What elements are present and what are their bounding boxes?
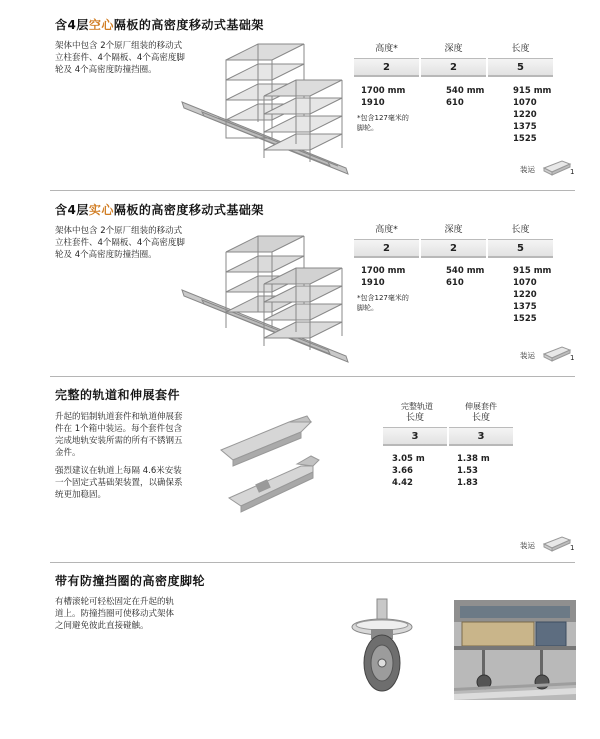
section1-depth-list: 540 mm 610 bbox=[446, 86, 485, 108]
section1-ship-count: 1 bbox=[570, 168, 575, 176]
section2-ship-label: 装运 bbox=[520, 351, 535, 360]
rail-extension-lengths: 1.38 m 1.53 1.83 bbox=[457, 454, 490, 488]
caster-description: 有槽滚轮可轻松固定在升起的轨道上。防撞挡圈可使移动式架体之间避免彼此直接碰触。 bbox=[55, 597, 175, 631]
section2-caster-note: *包含127毫米的脚轮。 bbox=[357, 294, 409, 312]
section2-spec-table bbox=[354, 221, 553, 258]
box-icon bbox=[542, 158, 575, 176]
section2-height-list: 1700 mm 1910 bbox=[361, 266, 406, 288]
section2-description: 架体中包含 2个原厂组装的移动式立柱套件、4个隔板、4个高密度脚轮及 4个高密度防撞挡圈。 bbox=[55, 226, 185, 260]
divider bbox=[50, 376, 575, 377]
divider bbox=[50, 190, 575, 191]
section2-depth-list: 540 mm 610 bbox=[446, 266, 485, 288]
rail-kit-illustration bbox=[215, 410, 330, 515]
rail-ship-label: 装运 bbox=[520, 541, 535, 550]
header-length: 长度 bbox=[488, 40, 553, 59]
value-length: 5 bbox=[488, 59, 553, 77]
header-height: 高度* bbox=[354, 221, 419, 240]
header-length: 长度 bbox=[488, 221, 553, 240]
box-icon bbox=[542, 534, 575, 552]
rail-full-lengths: 3.05 m 3.66 4.42 bbox=[392, 454, 425, 488]
caster-wheel-illustration bbox=[345, 597, 420, 697]
hollow-shelf-illustration bbox=[178, 40, 350, 180]
value-height: 2 bbox=[354, 240, 419, 258]
box-icon bbox=[542, 344, 575, 362]
rail-extension-label: 伸展套件 bbox=[465, 402, 497, 411]
section2-title: 含4层实心隔板的高密度移动式基础架 bbox=[55, 203, 264, 217]
section2-length-list: 915 mm 1070 1220 1375 1525 bbox=[513, 266, 552, 324]
caster-installed-photo bbox=[454, 600, 576, 700]
section1-title: 含4层空心隔板的高密度移动式基础架 bbox=[55, 18, 264, 32]
rail-description: 升起的铝制轨道套件和轨道伸展套件在 1个箱中装运。每个套件包含完成地轨安装所需的所有不锈钢五金件。 强烈建议在轨道上每隔 4.6米安装一个固定式基础架装置，以确保系统更加稳固。 bbox=[55, 412, 183, 500]
header-length: 长度 bbox=[449, 409, 513, 428]
section1-description: 架体中包含 2个原厂组装的移动式立柱套件、4个隔板、4个高密度脚轮及 4个高密度防撞挡圈。 bbox=[55, 41, 185, 75]
solid-shelf-illustration bbox=[178, 228, 350, 368]
rail-title: 完整的轨道和伸展套件 bbox=[55, 388, 181, 402]
header-height: 高度* bbox=[354, 40, 419, 59]
value-depth: 2 bbox=[421, 240, 486, 258]
header-length: 长度 bbox=[383, 409, 447, 428]
rail-full-label: 完整轨道 bbox=[401, 402, 433, 411]
value-depth: 2 bbox=[421, 59, 486, 77]
section1-spec-table bbox=[354, 40, 553, 77]
section2-ship-count: 1 bbox=[570, 354, 575, 362]
section1-length-list: 915 mm 1070 1220 1375 1525 bbox=[513, 86, 552, 144]
value-full-rail: 3 bbox=[383, 428, 447, 446]
header-depth: 深度 bbox=[421, 40, 486, 59]
divider bbox=[50, 562, 575, 563]
section1-ship-label: 装运 bbox=[520, 165, 535, 174]
rail-spec-table bbox=[383, 409, 513, 446]
section1-height-list: 1700 mm 1910 bbox=[361, 86, 406, 108]
value-length: 5 bbox=[488, 240, 553, 258]
value-height: 2 bbox=[354, 59, 419, 77]
caster-title: 带有防撞挡圈的高密度脚轮 bbox=[55, 574, 206, 588]
value-extension: 3 bbox=[449, 428, 513, 446]
rail-ship-count: 1 bbox=[570, 544, 575, 552]
section1-caster-note: *包含127毫米的脚轮。 bbox=[357, 114, 409, 132]
header-depth: 深度 bbox=[421, 221, 486, 240]
